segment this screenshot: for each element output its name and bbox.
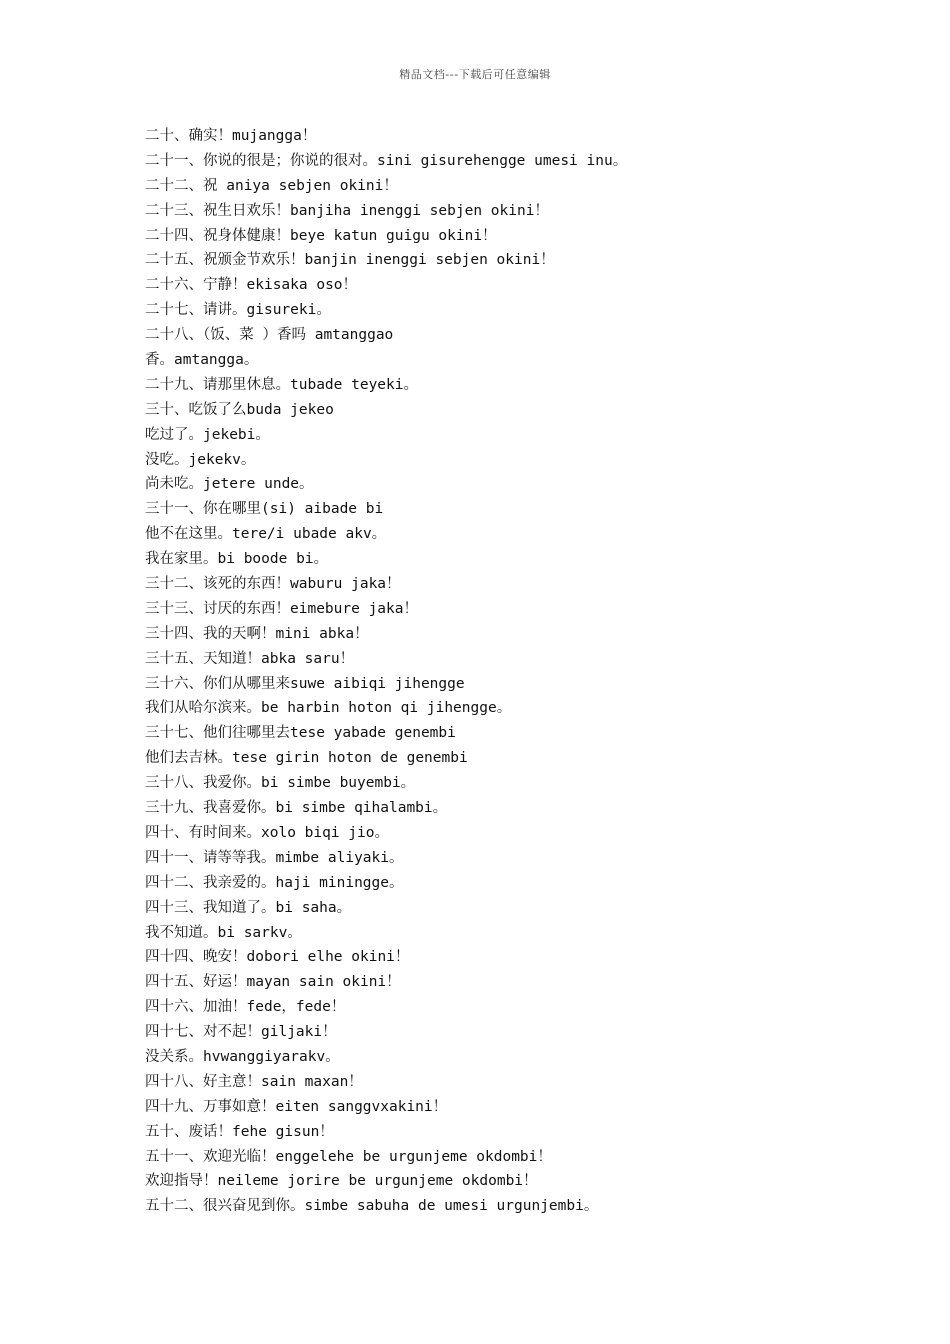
text-line: 他不在这里。tere/i ubade akv。 xyxy=(145,526,387,543)
text-line: 我们从哈尔滨来。be harbin hoton qi jihengge。 xyxy=(145,700,512,717)
text-line: 四十一、请等等我。mimbe aliyaki。 xyxy=(145,849,404,866)
text-line: 四十五、好运！mayan sain okini！ xyxy=(145,974,401,991)
text-line: 没吃。jekekv。 xyxy=(145,451,256,468)
text-line: 他们去吉林。tese girin hoton de genembi xyxy=(145,750,468,767)
text-line: 我在家里。bi boode bi。 xyxy=(145,551,329,568)
text-line: 我不知道。bi sarkv。 xyxy=(145,924,302,941)
text-line: 二十五、祝颁金节欢乐！banjin inenggi sebjen okini！ xyxy=(145,252,555,269)
text-line: 四十八、好主意！sain maxan！ xyxy=(145,1073,363,1090)
text-line: 五十、废话！fehe gisun！ xyxy=(145,1123,334,1140)
text-line: 三十一、你在哪里(si) aibade bi xyxy=(145,501,384,518)
text-line: 三十三、讨厌的东西！eimebure jaka！ xyxy=(145,600,418,617)
text-line: 五十二、很兴奋见到你。simbe sabuha de umesi urgunjembi。 xyxy=(145,1198,599,1215)
text-line: 三十八、我爱你。bi simbe buyembi。 xyxy=(145,775,416,792)
text-line: 尚未吃。jetere unde。 xyxy=(145,476,314,493)
text-line: 四十四、晚安！dobori elhe okini！ xyxy=(145,949,410,966)
text-line: 二十一、你说的很是；你说的很对。sini gisurehengge umesi inu。 xyxy=(145,152,628,169)
text-line: 二十二、祝 aniya sebjen okini！ xyxy=(145,177,398,194)
text-line: 香。amtangga。 xyxy=(145,352,259,369)
text-line: 四十、有时间来。xolo biqi jio。 xyxy=(145,824,389,841)
text-line: 二十八、（饭、菜 ）香吗 amtanggao xyxy=(145,327,394,344)
text-line: 四十九、万事如意！eiten sanggvxakini！ xyxy=(145,1098,448,1115)
text-line: 欢迎指导！neileme jorire be urgunjeme okdombi！ xyxy=(145,1173,538,1190)
page-header: 精品文档---下载后可任意编辑 xyxy=(399,68,551,81)
text-line: 二十、确实！mujangga！ xyxy=(145,128,317,144)
text-line: 没关系。hvwanggiyarakv。 xyxy=(145,1048,340,1065)
text-line: 四十七、对不起！giljaki！ xyxy=(145,1024,337,1041)
text-line: 四十三、我知道了。bi saha。 xyxy=(145,899,352,916)
text-line: 二十四、祝身体健康！beye katun guigu okini！ xyxy=(145,227,497,244)
text-line: 二十七、请讲。gisureki。 xyxy=(145,302,331,319)
text-line: 四十二、我亲爱的。haji miningge。 xyxy=(145,874,404,891)
text-line: 二十九、请那里休息。tubade teyeki。 xyxy=(145,376,418,393)
text-line: 三十、吃饭了么buda jekeo xyxy=(145,401,334,418)
text-line: 二十六、宁静！ekisaka oso！ xyxy=(145,277,358,294)
text-line: 三十六、你们从哪里来suwe aibiqi jihengge xyxy=(145,675,465,692)
text-line: 吃过了。jekebi。 xyxy=(145,426,270,443)
text-line: 三十四、我的天啊！mini abka！ xyxy=(145,625,369,642)
text-line: 三十二、该死的东西！waburu jaka！ xyxy=(145,576,401,593)
text-line: 三十七、他们往哪里去tese yabade genembi xyxy=(145,725,456,742)
text-line: 二十三、祝生日欢乐！banjiha inenggi sebjen okini！ xyxy=(145,202,549,219)
text-line: 四十六、加油！fede，fede！ xyxy=(145,999,346,1016)
text-line: 五十一、欢迎光临！enggelehe be urgunjeme okdombi！ xyxy=(145,1148,552,1165)
document-body xyxy=(145,124,845,1219)
text-line: 三十五、天知道！abka saru！ xyxy=(145,650,355,667)
text-line: 三十九、我喜爱你。bi simbe qihalambi。 xyxy=(145,800,448,817)
